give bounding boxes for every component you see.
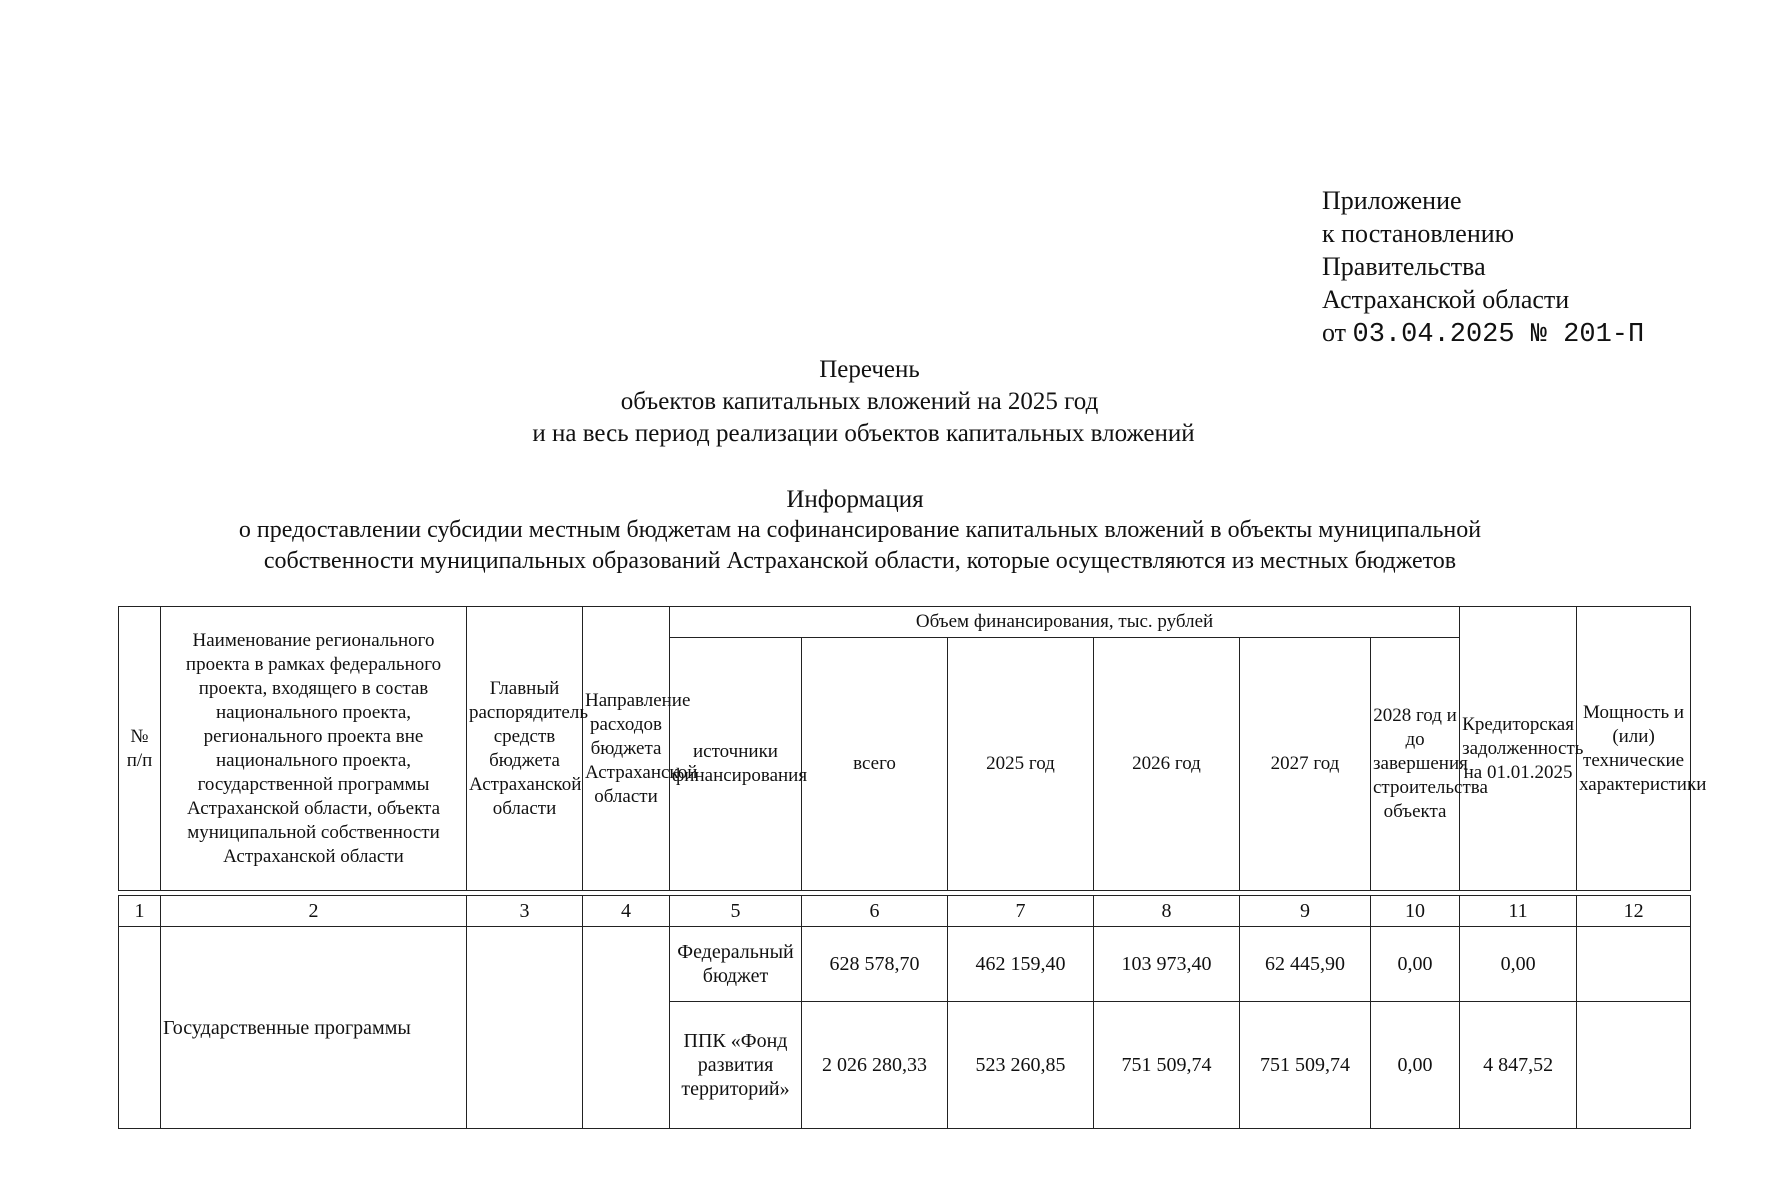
y2028-cell: 0,00 [1371, 1002, 1460, 1129]
column-number: 2 [161, 896, 467, 927]
direction-cell [583, 927, 670, 1129]
header-2027: 2027 год [1240, 638, 1371, 891]
title-line: объектов капитальных вложений на 2025 год [620, 388, 1099, 415]
y2028-cell: 0,00 [1371, 927, 1460, 1002]
total-cell: 2 026 280,33 [802, 1002, 948, 1129]
column-number: 7 [948, 896, 1094, 927]
appendix-line: к постановлению [1322, 219, 1515, 248]
debt-cell: 0,00 [1460, 927, 1577, 1002]
column-number-row [119, 896, 1691, 927]
column-number: 11 [1460, 896, 1577, 927]
column-number: 8 [1094, 896, 1240, 927]
column-number: 10 [1371, 896, 1460, 927]
y2025-cell: 462 159,40 [948, 927, 1094, 1002]
header-name: Наименование регионального проекта в рамках федерального проекта, входящего в состав национального проекта, регионального проекта вне национального проекта, государственной программы Астраханской области, объекта муниципальной собственности Астраханской области [161, 607, 467, 891]
column-number: 3 [467, 896, 583, 927]
appendix-line: Правительства [1322, 252, 1486, 281]
header-debt: Кредиторская задолженность на 01.01.2025 [1460, 607, 1577, 891]
title-line: Перечень [819, 356, 920, 383]
source-cell: Федеральный бюджет [670, 927, 802, 1002]
header-total: всего [802, 638, 948, 891]
header-manager: Главный распорядитель средств бюджета Астраханской области [467, 607, 583, 891]
date-prefix: от [1322, 318, 1347, 347]
source-cell: ППК «Фонд развития территорий» [670, 1002, 802, 1129]
row-num-cell [119, 927, 161, 1129]
title-line: и на весь период реализации объектов капитальных вложений [532, 420, 1195, 447]
capacity-cell [1577, 927, 1691, 1002]
capacity-cell [1577, 1002, 1691, 1129]
header-num: № п/п [119, 607, 161, 891]
info-line: о предоставлении субсидии местным бюджетам на софинансирование капитальных вложений в объекты муниципальной [238, 517, 1482, 543]
debt-cell: 4 847,52 [1460, 1002, 1577, 1129]
appendix-line: Астраханской области [1322, 285, 1570, 314]
header-2028: 2028 год и до завершения строительства объекта [1371, 638, 1460, 891]
header-2026: 2026 год [1094, 638, 1240, 891]
group-label: Государственные программы [161, 927, 467, 1129]
y2026-cell: 103 973,40 [1094, 927, 1240, 1002]
header-2025: 2025 год [948, 638, 1094, 891]
header-funding-group: Объем финансирования, тыс. рублей [670, 607, 1460, 638]
y2025-cell: 523 260,85 [948, 1002, 1094, 1129]
column-number: 12 [1577, 896, 1691, 927]
header-direction: Направление расходов бюджета Астраханской области [583, 607, 670, 891]
table-row [119, 927, 1691, 1002]
y2027-cell: 751 509,74 [1240, 1002, 1371, 1129]
order-number: 03.04.2025 № 201-П [1352, 320, 1645, 350]
y2026-cell: 751 509,74 [1094, 1002, 1240, 1129]
document-title [0, 354, 1719, 450]
appendix-order-line [1322, 316, 1644, 352]
column-number: 9 [1240, 896, 1371, 927]
total-cell: 628 578,70 [802, 927, 948, 1002]
info-line: собственности муниципальных образований Астраханской области, которые осуществляются из местных бюджетов [263, 548, 1457, 574]
column-number: 6 [802, 896, 948, 927]
info-block [0, 484, 1780, 577]
column-number: 5 [670, 896, 802, 927]
appendix-block [1322, 184, 1644, 352]
appendix-line: Приложение [1322, 186, 1462, 215]
column-number: 1 [119, 896, 161, 927]
capital-investment-table [118, 606, 1707, 1129]
header-sources: источники финансирования [670, 638, 802, 891]
y2027-cell: 62 445,90 [1240, 927, 1371, 1002]
manager-cell [467, 927, 583, 1129]
info-heading: Информация [786, 486, 924, 513]
column-number: 4 [583, 896, 670, 927]
header-capacity: Мощность и (или) технические характеристики [1577, 607, 1691, 891]
